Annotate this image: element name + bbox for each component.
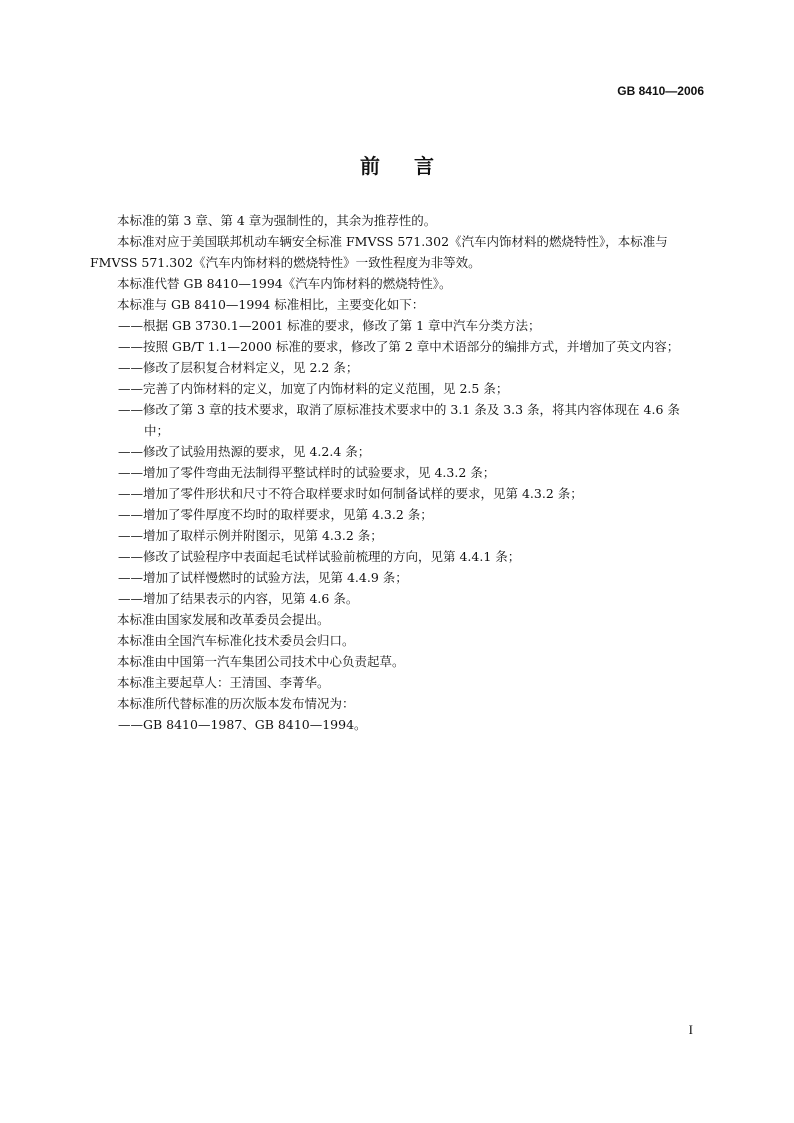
change-item: ——增加了零件厚度不均时的取样要求，见第 4.3.2 条；: [118, 507, 433, 522]
standard-code: GB 8410—2006: [617, 84, 704, 98]
foreword-body: [90, 210, 704, 735]
change-item: ——增加了取样示例并附图示，见第 4.3.2 条；: [118, 528, 383, 543]
change-item: ——增加了结果表示的内容，见第 4.6 条。: [118, 591, 359, 606]
paragraph-committee: 本标准由全国汽车标准化技术委员会归口。: [117, 633, 355, 648]
change-item: ——完善了内饰材料的定义，加宽了内饰材料的定义范围，见 2.5 条；: [118, 381, 509, 396]
paragraph-correspondence: 本标准对应于美国联邦机动车辆安全标准 FMVSS 571.302《汽车内饰材料的燃烧特性》，本标准与 FMVSS 571.302《汽车内饰材料的燃烧特性》一致性程度为非等效。: [90, 234, 668, 270]
page-number: I: [688, 1022, 693, 1037]
page-title: 前言: [360, 154, 468, 178]
paragraph-authors: 本标准主要起草人：王清国、李菁华。: [117, 675, 330, 690]
change-item: ——修改了试验用热源的要求，见 4.2.4 条；: [118, 444, 371, 459]
paragraph-changes-intro: 本标准与 GB 8410—1994 标准相比，主要变化如下：: [117, 297, 425, 312]
change-item: ——按照 GB/T 1.1—2000 标准的要求，修改了第 2 章中术语部分的编排方式，并增加了英文内容；: [118, 339, 680, 354]
history-item: ——GB 8410—1987、GB 8410—1994。: [118, 717, 367, 732]
paragraph-scope: 本标准的第 3 章、第 4 章为强制性的，其余为推荐性的。: [117, 213, 437, 228]
change-item: ——增加了零件弯曲无法制得平整试样时的试验要求，见 4.3.2 条；: [118, 465, 496, 480]
change-item: ——修改了第 3 章的技术要求，取消了原标准技术要求中的 3.1 条及 3.3 条，将其内容体现在 4.6 条中；: [118, 402, 680, 438]
change-item: ——修改了试验程序中表面起毛试样试验前梳理的方向，见第 4.4.1 条；: [118, 549, 521, 564]
change-item: ——增加了零件形状和尺寸不符合取样要求时如何制备试样的要求，见第 4.3.2 条；: [118, 486, 583, 501]
change-item: ——增加了试样慢燃时的试验方法，见第 4.4.9 条；: [118, 570, 408, 585]
paragraph-replaces: 本标准代替 GB 8410—1994《汽车内饰材料的燃烧特性》。: [117, 276, 452, 291]
paragraph-proposer: 本标准由国家发展和改革委员会提出。: [117, 612, 330, 627]
change-item: ——修改了层积复合材料定义，见 2.2 条；: [118, 360, 359, 375]
change-item: ——根据 GB 3730.1—2001 标准的要求，修改了第 1 章中汽车分类方法；: [118, 318, 541, 333]
paragraph-history-intro: 本标准所代替标准的历次版本发布情况为：: [117, 696, 355, 711]
paragraph-drafter: 本标准由中国第一汽车集团公司技术中心负责起草。: [117, 654, 405, 669]
